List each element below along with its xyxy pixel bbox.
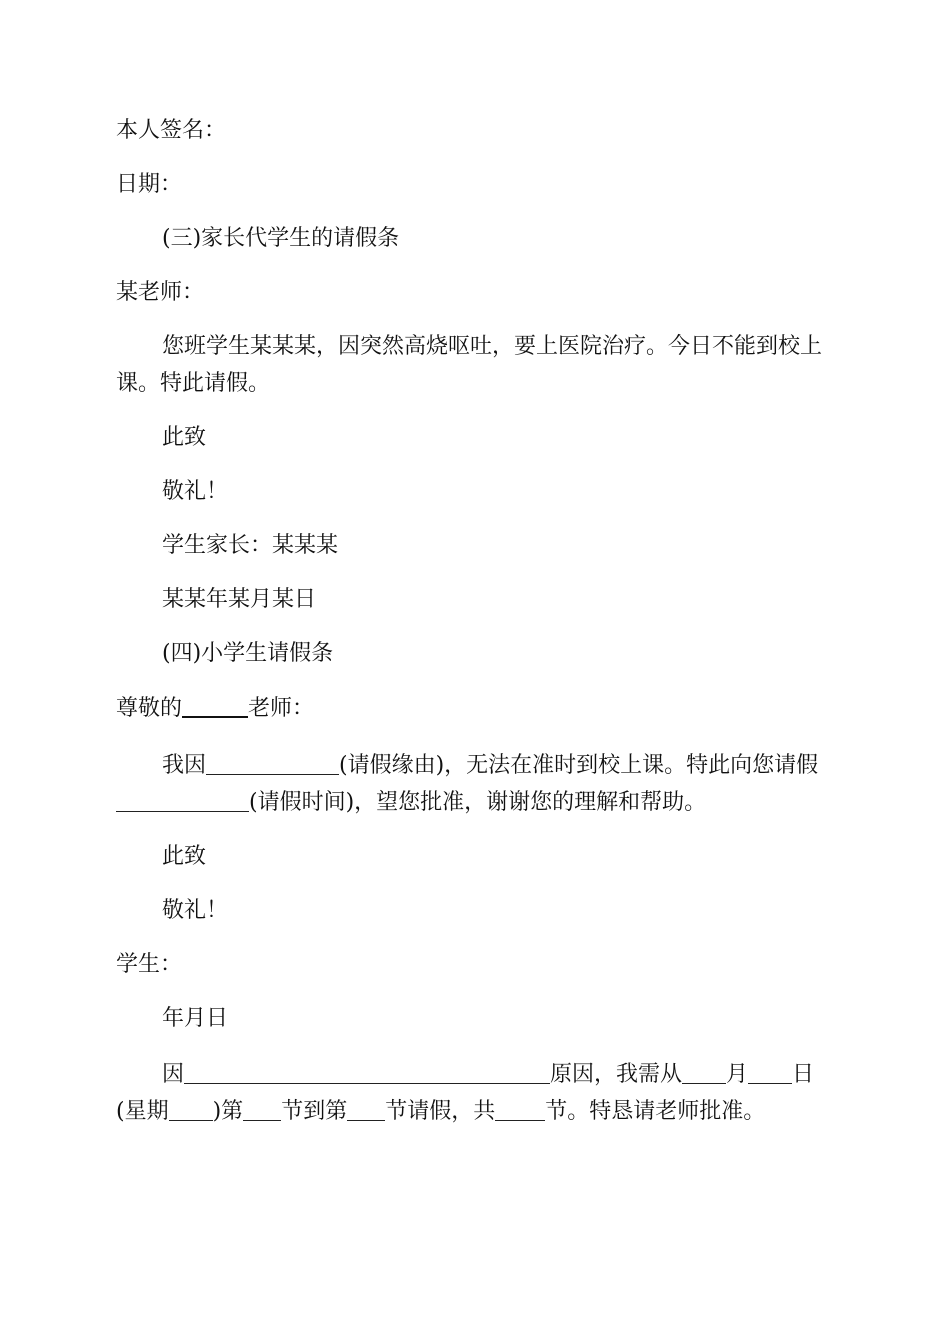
form-text: (星期 — [116, 1099, 169, 1124]
section4-date: 年月日 — [162, 1006, 229, 1031]
weekday-blank[interactable] — [169, 1098, 213, 1121]
section3-salutation: 某老师： — [116, 280, 205, 305]
body-prefix: 我因 — [162, 753, 207, 778]
month-blank[interactable] — [682, 1061, 726, 1084]
section3-closing-2: 敬礼！ — [162, 479, 229, 504]
form-text: 节。特恳请老师批准。 — [545, 1099, 766, 1124]
end-period-blank[interactable] — [347, 1098, 385, 1121]
form-text: )第 — [212, 1099, 244, 1124]
form-text: 因 — [162, 1062, 185, 1087]
start-period-blank[interactable] — [243, 1098, 281, 1121]
section4-closing-2: 敬礼！ — [162, 898, 229, 923]
form-line-2 — [116, 1098, 836, 1126]
form-text: 节到第 — [281, 1099, 348, 1124]
body-line2-suffix: (请假时间)，望您批准，谢谢您的理解和帮助。 — [249, 790, 707, 815]
teacher-name-blank[interactable] — [182, 694, 248, 718]
section4-closing-1: 此致 — [162, 844, 207, 869]
section4-body-line-2 — [116, 789, 836, 817]
reason-blank[interactable] — [206, 752, 339, 775]
signature-line: 本人签名： — [116, 118, 227, 143]
section4-salutation — [116, 694, 836, 723]
section3-body-line-1: 您班学生某某某，因突然高烧呕吐，要上医院治疗。今日不能到校上 — [162, 334, 823, 359]
section3-closing-1: 此致 — [162, 425, 207, 450]
form-text: 节请假，共 — [385, 1099, 496, 1124]
section3-title: (三)家长代学生的请假条 — [162, 226, 400, 251]
form-text: 月 — [726, 1062, 749, 1087]
section4-title: (四)小学生请假条 — [162, 641, 334, 666]
section3-body-line-2: 课。特此请假。 — [116, 371, 271, 396]
date-line: 日期： — [116, 172, 183, 197]
form-line-1 — [162, 1061, 882, 1089]
form-text: 原因，我需从 — [550, 1062, 683, 1087]
form-text: 日 — [792, 1062, 815, 1087]
total-periods-blank[interactable] — [495, 1098, 545, 1121]
reason-long-blank[interactable] — [184, 1061, 550, 1084]
section3-date: 某某年某月某日 — [162, 587, 317, 612]
body-suffix: (请假缘由)，无法在准时到校上课。特此向您请假 — [339, 753, 819, 778]
section3-parent-signature: 学生家长：某某某 — [162, 533, 339, 558]
salutation-prefix: 尊敬的 — [116, 696, 183, 721]
day-blank[interactable] — [748, 1061, 792, 1084]
salutation-suffix: 老师： — [248, 696, 315, 721]
leave-time-blank[interactable] — [116, 789, 249, 812]
section4-body-line-1 — [162, 752, 882, 780]
section4-student-signature: 学生： — [116, 952, 183, 977]
